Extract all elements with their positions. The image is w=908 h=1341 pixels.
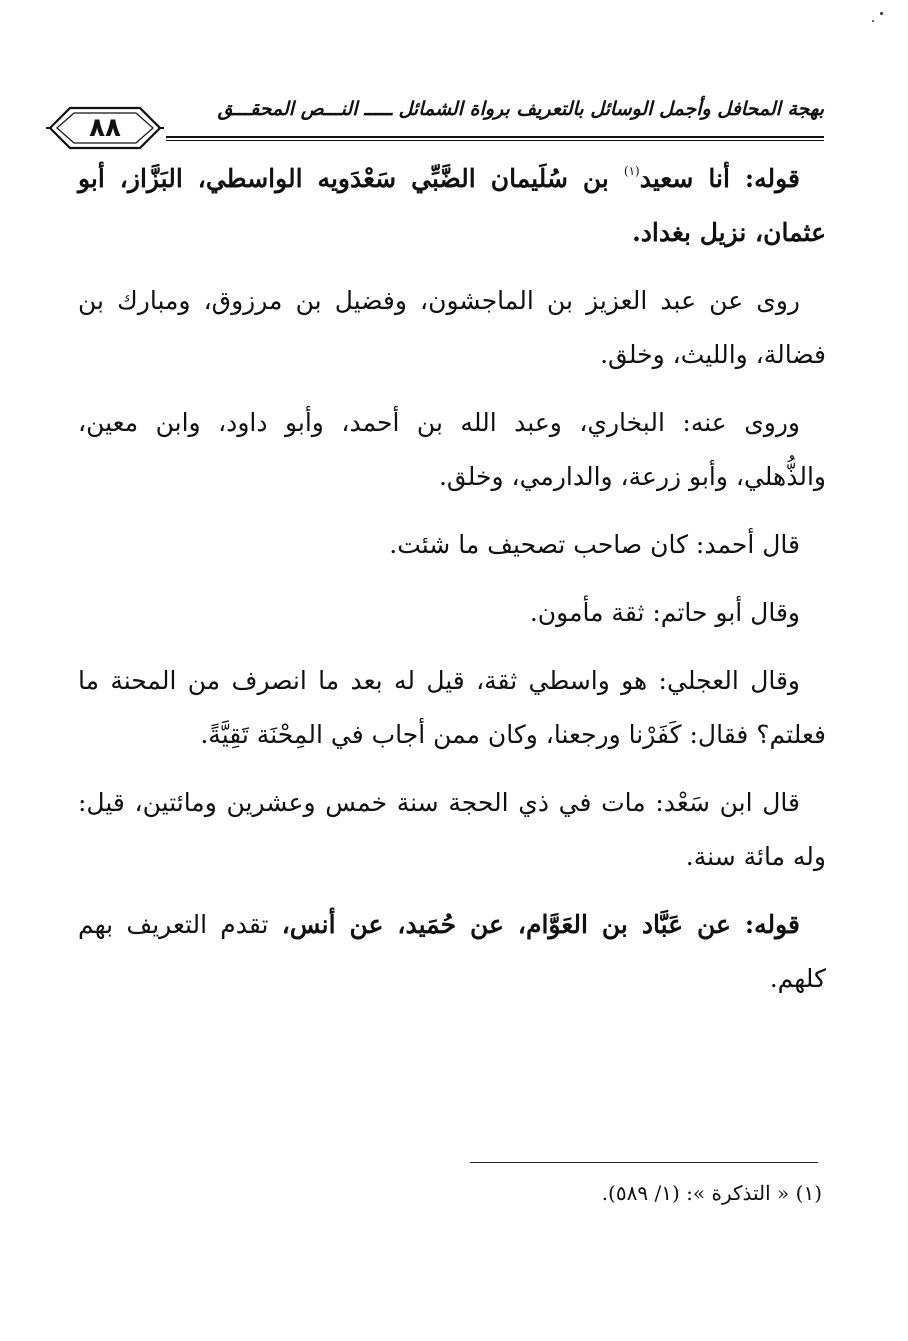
header-rule bbox=[166, 136, 824, 138]
main-text bbox=[78, 152, 826, 1020]
scan-speck bbox=[880, 12, 883, 15]
paragraph-teachers: روى عن عبد العزيز بن الماجشون، وفضيل بن مرزوق، ومبارك بن فضالة، والليث، وخلق. bbox=[78, 286, 826, 369]
header-rule-thin bbox=[166, 140, 824, 141]
paragraph-ijli: وقال العجلي: هو واسطي ثقة، قيل له بعد ما انصرف من المحنة ما فعلتم؟ فقال: كَفَرْنا ورجعنا، وكان ممن أجاب في المِحْنَة تَقِيَّةً. bbox=[78, 666, 826, 749]
footnote-1: (١) « التذكرة »: (١/ ٥٨٩). bbox=[601, 1181, 822, 1205]
paragraph-text: تقدم التعريف بهم كلهم. bbox=[78, 910, 826, 993]
paragraph-text: بن سُلَيمان الضَّبِّي سَعْدَويه الواسطي، البَزَّاز، أبو عثمان، نزيل بغداد. bbox=[78, 164, 826, 247]
paragraph-ibn-sad: قال ابن سَعْد: مات في ذي الحجة سنة خمس وعشرين ومائتين، قيل: وله مائة سنة. bbox=[78, 788, 826, 871]
scan-speck bbox=[872, 20, 874, 22]
paragraph-abu-hatim: وقال أبو حاتم: ثقة مأمون. bbox=[529, 598, 800, 627]
paragraph-narrator-entry bbox=[78, 152, 826, 260]
page-header bbox=[46, 96, 824, 160]
paragraph-students: وروى عنه: البخاري، وعبد الله بن أحمد، وأبو داود، وابن معين، والذُّهلي، وأبو زرعة، والدارمي، وخلق. bbox=[78, 408, 826, 491]
paragraph-narrator-entry-2 bbox=[78, 898, 826, 1006]
footnote-reference: (١) bbox=[623, 164, 640, 178]
page-number: ٨٨ bbox=[89, 113, 121, 143]
paragraph-lead: قوله: عن عَبَّاد بن العَوَّام، عن حُمَيد، عن أنس، bbox=[281, 910, 801, 939]
page-number-badge bbox=[46, 102, 164, 154]
running-title: بهجة المحافل وأجمل الوسائل بالتعريف برواة الشمائل ـــــ النـــص المحقـــق bbox=[217, 98, 824, 120]
footnote-separator bbox=[470, 1162, 818, 1163]
paragraph-lead: قوله: أنا سعيد bbox=[639, 164, 800, 193]
paragraph-ahmad: قال أحمد: كان صاحب تصحيف ما شئت. bbox=[389, 530, 800, 559]
